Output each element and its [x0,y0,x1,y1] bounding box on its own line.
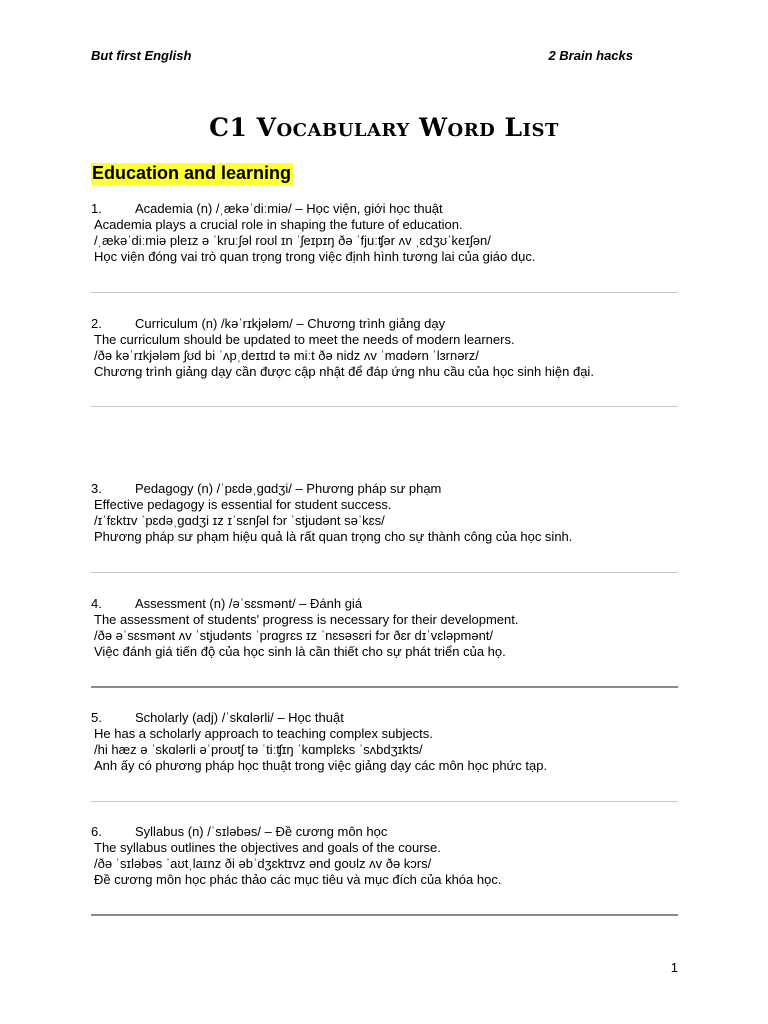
entry-number: 6. [91,824,102,839]
entry-ipa: /ðə kəˈrɪkjələm ʃʊd bi ˈʌpˌdeɪtɪd tə miːt ðə nidz ʌv ˈmɑdərn ˈlɜrnərz/ [94,348,479,363]
entry-translation: Phương pháp sư phạm hiệu quả là rất quan trọng cho sự thành công của học sinh. [94,529,573,544]
divider [91,406,678,407]
entry-headword: Curriculum (n) /kəˈrɪkjələm/ – Chương trình giảng dạy [135,316,446,331]
vocab-entry-1 [91,201,691,265]
entry-ipa: /hi hæz ə ˈskɑlərli əˈproʊtʃ tə ˈtiːʧɪŋ ˈkɑmplɛks ˈsʌbdʒɪkts/ [94,742,423,757]
divider [91,572,678,573]
vocab-entry-6 [91,824,691,888]
entry-ipa: /ˌækəˈdiːmiə pleɪz ə ˈkruːʃəl roʊl ɪn ˈʃeɪpɪŋ ðə ˈfjuːʧər ʌv ˌɛdʒʊˈkeɪʃən/ [94,233,491,248]
section-heading: Education and learning [92,163,292,183]
entry-number: 5. [91,710,102,725]
vocab-entry-5 [91,710,691,774]
header-right: 2 Brain hacks [548,48,633,63]
entry-example: The syllabus outlines the objectives and goals of the course. [94,840,441,855]
entry-example: The assessment of students' progress is necessary for their development. [94,612,519,627]
page-title: C1 Vocabulary Word List [209,113,559,142]
entry-example: Effective pedagogy is essential for student success. [94,497,392,512]
entry-translation: Chương trình giảng dạy cần được cập nhật để đáp ứng nhu cầu của học sinh hiện đại. [94,364,594,379]
divider [91,801,678,802]
entry-ipa: /ɪˈfɛktɪv ˈpɛdəˌɡɑdʒi ɪz ɪˈsɛnʃəl fɔr ˈstjudənt səˈkɛs/ [94,513,385,528]
entry-number: 1. [91,201,102,216]
divider [91,292,678,293]
entry-number: 2. [91,316,102,331]
entry-ipa: /ðə əˈsɛsmənt ʌv ˈstjudənts ˈprɑɡrɛs ɪz ˈnɛsəsɛri fɔr ðɛr dɪˈvɛləpmənt/ [94,628,494,643]
entry-number: 4. [91,596,102,611]
entry-headword: Scholarly (adj) /ˈskɑlərli/ – Học thuật [135,710,344,725]
entry-headword: Syllabus (n) /ˈsɪləbəs/ – Đề cương môn học [135,824,388,839]
header-left: But first English [91,48,192,63]
entry-translation: Đề cương môn học phác thảo các mục tiêu và mục đích của khóa học. [94,872,502,887]
vocab-entry-3 [91,481,691,545]
entry-example: The curriculum should be updated to meet the needs of modern learners. [94,332,515,347]
entry-headword: Academia (n) /ˌækəˈdiːmiə/ – Học viện, giới học thuật [135,201,443,216]
entry-headword: Pedagogy (n) /ˈpɛdəˌɡɑdʒi/ – Phương pháp sư phạm [135,481,442,496]
divider [91,914,678,916]
entry-example: Academia plays a crucial role in shaping the future of education. [94,217,463,232]
divider [91,686,678,688]
entry-translation: Anh ấy có phương pháp học thuật trong việc giảng dạy các môn học phức tạp. [94,758,548,773]
entry-translation: Học viện đóng vai trò quan trọng trong việc định hình tương lai của giáo dục. [94,249,536,264]
entry-ipa: /ðə ˈsɪləbəs ˈaʊtˌlaɪnz ði əbˈdʒɛktɪvz ənd ɡoʊlz ʌv ðə kɔrs/ [94,856,432,871]
entry-example: He has a scholarly approach to teaching complex subjects. [94,726,433,741]
vocab-entry-2 [91,316,691,380]
entry-headword: Assessment (n) /əˈsɛsmənt/ – Đánh giá [135,596,363,611]
entry-number: 3. [91,481,102,496]
entry-translation: Việc đánh giá tiến độ của học sinh là cần thiết cho sự phát triển của họ. [94,644,506,659]
vocab-entry-4 [91,596,691,660]
page-number: 1 [670,960,678,975]
